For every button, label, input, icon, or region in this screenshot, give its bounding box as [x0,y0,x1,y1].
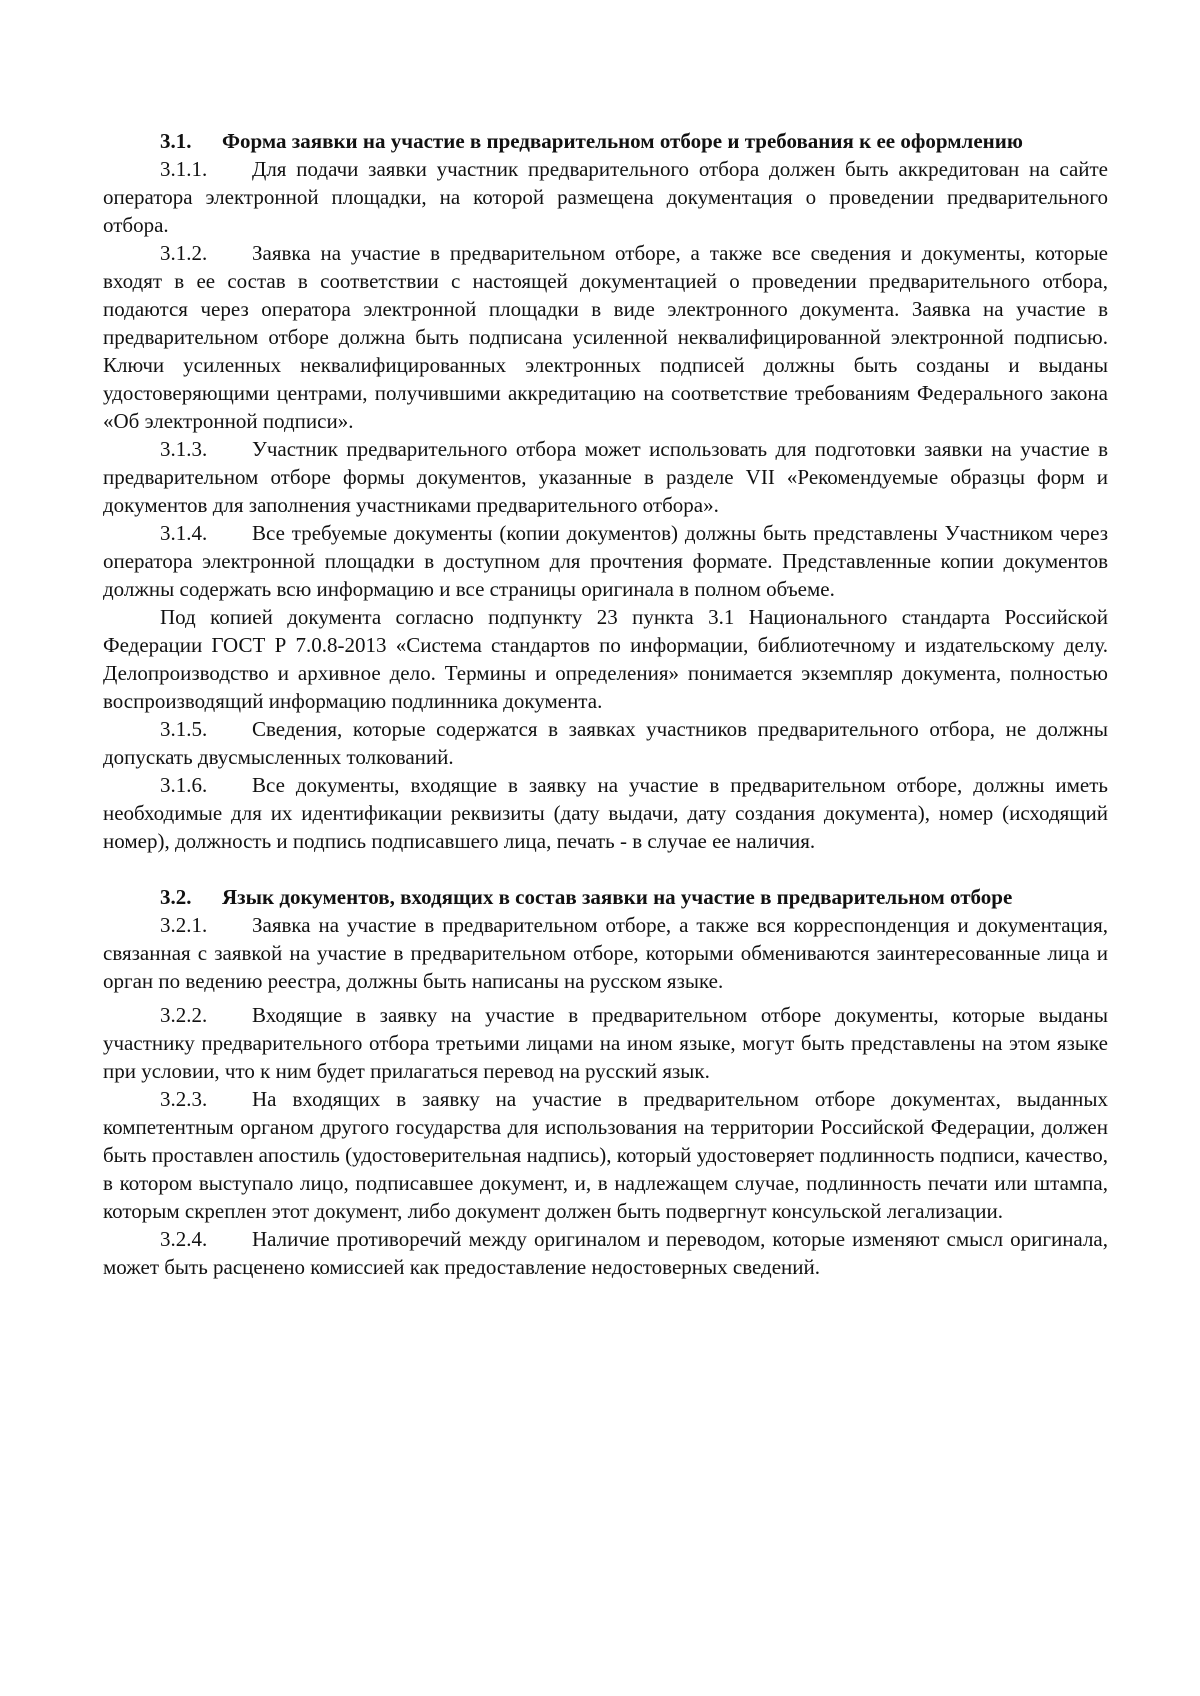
paragraph-copy-definition [103,603,1108,715]
section-number: 3.2. [160,885,192,909]
paragraph-text: Все документы, входящие в заявку на участие в предварительном отборе, должны иметь необходимые для их идентификации реквизиты (дату выдачи, дату создания документа), номер (исходящий номер), должность и подпись подписавшего лица, печать - в случае ее наличия. [103,773,1108,853]
paragraph-number: 3.1.1. [160,157,208,181]
paragraph-3-2-1 [103,911,1108,995]
paragraph-text: Сведения, которые содержатся в заявках участников предварительного отбора, не должны допускать двусмысленных толкований. [103,717,1108,769]
paragraph-number: 3.1.2. [160,241,208,265]
paragraph-text: Заявка на участие в предварительном отборе, а также все сведения и документы, которые входят в ее состав в соответствии с настоящей документацией о проведении предварительного отбора, подаются через оператора электронной площадки в виде электронного документа. Заявка на участие в предварительном отборе должна быть подписана усиленной неквалифицированной электронной подписью. Ключи усиленных неквалифицированных электронных подписей должны быть созданы и выданы удостоверяющими центрами, получившими аккредитацию на соответствие требованиям Федерального закона «Об электронной подписи». [103,241,1108,433]
section-heading-3-2 [103,883,1108,911]
paragraph-text: Входящие в заявку на участие в предварительном отборе документы, которые выданы участнику предварительного отбора третьими лицами на ином языке, могут быть представлены на этом языке при условии, что к ним будет прилагаться перевод на русский язык. [103,1003,1108,1083]
paragraph-text: Наличие противоречий между оригиналом и переводом, которые изменяют смысл оригинала, может быть расценено комиссией как предоставление недостоверных сведений. [103,1227,1108,1279]
section-title: Форма заявки на участие в предварительном отборе и требования к ее оформлению [222,129,1023,153]
section-heading-3-1 [103,127,1108,155]
paragraph-text: На входящих в заявку на участие в предварительном отборе документах, выданных компетентным органом другого государства для использования на территории Российской Федерации, должен быть проставлен апостиль (удостоверительная надпись), который удостоверяет подлинность подписи, качество, в котором выступало лицо, подписавшее документ, и, в надлежащем случае, подлинность печати или штампа, которым скреплен этот документ, либо документ должен быть подвергнут консульской легализации. [103,1087,1108,1223]
paragraph-text: Все требуемые документы (копии документов) должны быть представлены Участником через оператора электронной площадки в доступном для прочтения формате. Представленные копии документов должны содержать всю информацию и все страницы оригинала в полном объеме. [103,521,1108,601]
paragraph-3-1-1 [103,155,1108,239]
paragraph-text: Под копией документа согласно подпункту 23 пункта 3.1 Национального стандарта Российской Федерации ГОСТ Р 7.0.8-2013 «Система стандартов по информации, библиотечному и издательскому делу. Делопроизводство и архивное дело. Термины и определения» понимается экземпляр документа, полностью воспроизводящий информацию подлинника документа. [103,605,1108,713]
paragraph-3-1-5 [103,715,1108,771]
paragraph-number: 3.1.3. [160,437,208,461]
paragraph-3-2-2 [103,1001,1108,1085]
section-spacer [103,855,1108,883]
paragraph-3-1-3 [103,435,1108,519]
document-body [103,127,1108,1281]
paragraph-3-1-4 [103,519,1108,603]
paragraph-3-2-4 [103,1225,1108,1281]
paragraph-3-2-3 [103,1085,1108,1225]
section-title: Язык документов, входящих в состав заявки на участие в предварительном отборе [222,885,1013,909]
paragraph-number: 3.2.1. [160,913,208,937]
paragraph-number: 3.2.3. [160,1087,208,1111]
paragraph-3-1-2 [103,239,1108,435]
paragraph-3-1-6 [103,771,1108,855]
paragraph-number: 3.1.4. [160,521,208,545]
paragraph-text: Для подачи заявки участник предварительного отбора должен быть аккредитован на сайте оператора электронной площадки, на которой размещена документация о проведении предварительного отбора. [103,157,1108,237]
paragraph-number: 3.2.2. [160,1003,208,1027]
paragraph-number: 3.1.5. [160,717,208,741]
section-number: 3.1. [160,129,192,153]
paragraph-text: Заявка на участие в предварительном отборе, а также вся корреспонденция и документация, связанная с заявкой на участие в предварительном отборе, которыми обмениваются заинтересованные лица и орган по ведению реестра, должны быть написаны на русском языке. [103,913,1108,993]
paragraph-text: Участник предварительного отбора может использовать для подготовки заявки на участие в предварительном отборе формы документов, указанные в разделе VII «Рекомендуемые образцы форм и документов для заполнения участниками предварительного отбора». [103,437,1108,517]
paragraph-number: 3.1.6. [160,773,208,797]
paragraph-number: 3.2.4. [160,1227,208,1251]
